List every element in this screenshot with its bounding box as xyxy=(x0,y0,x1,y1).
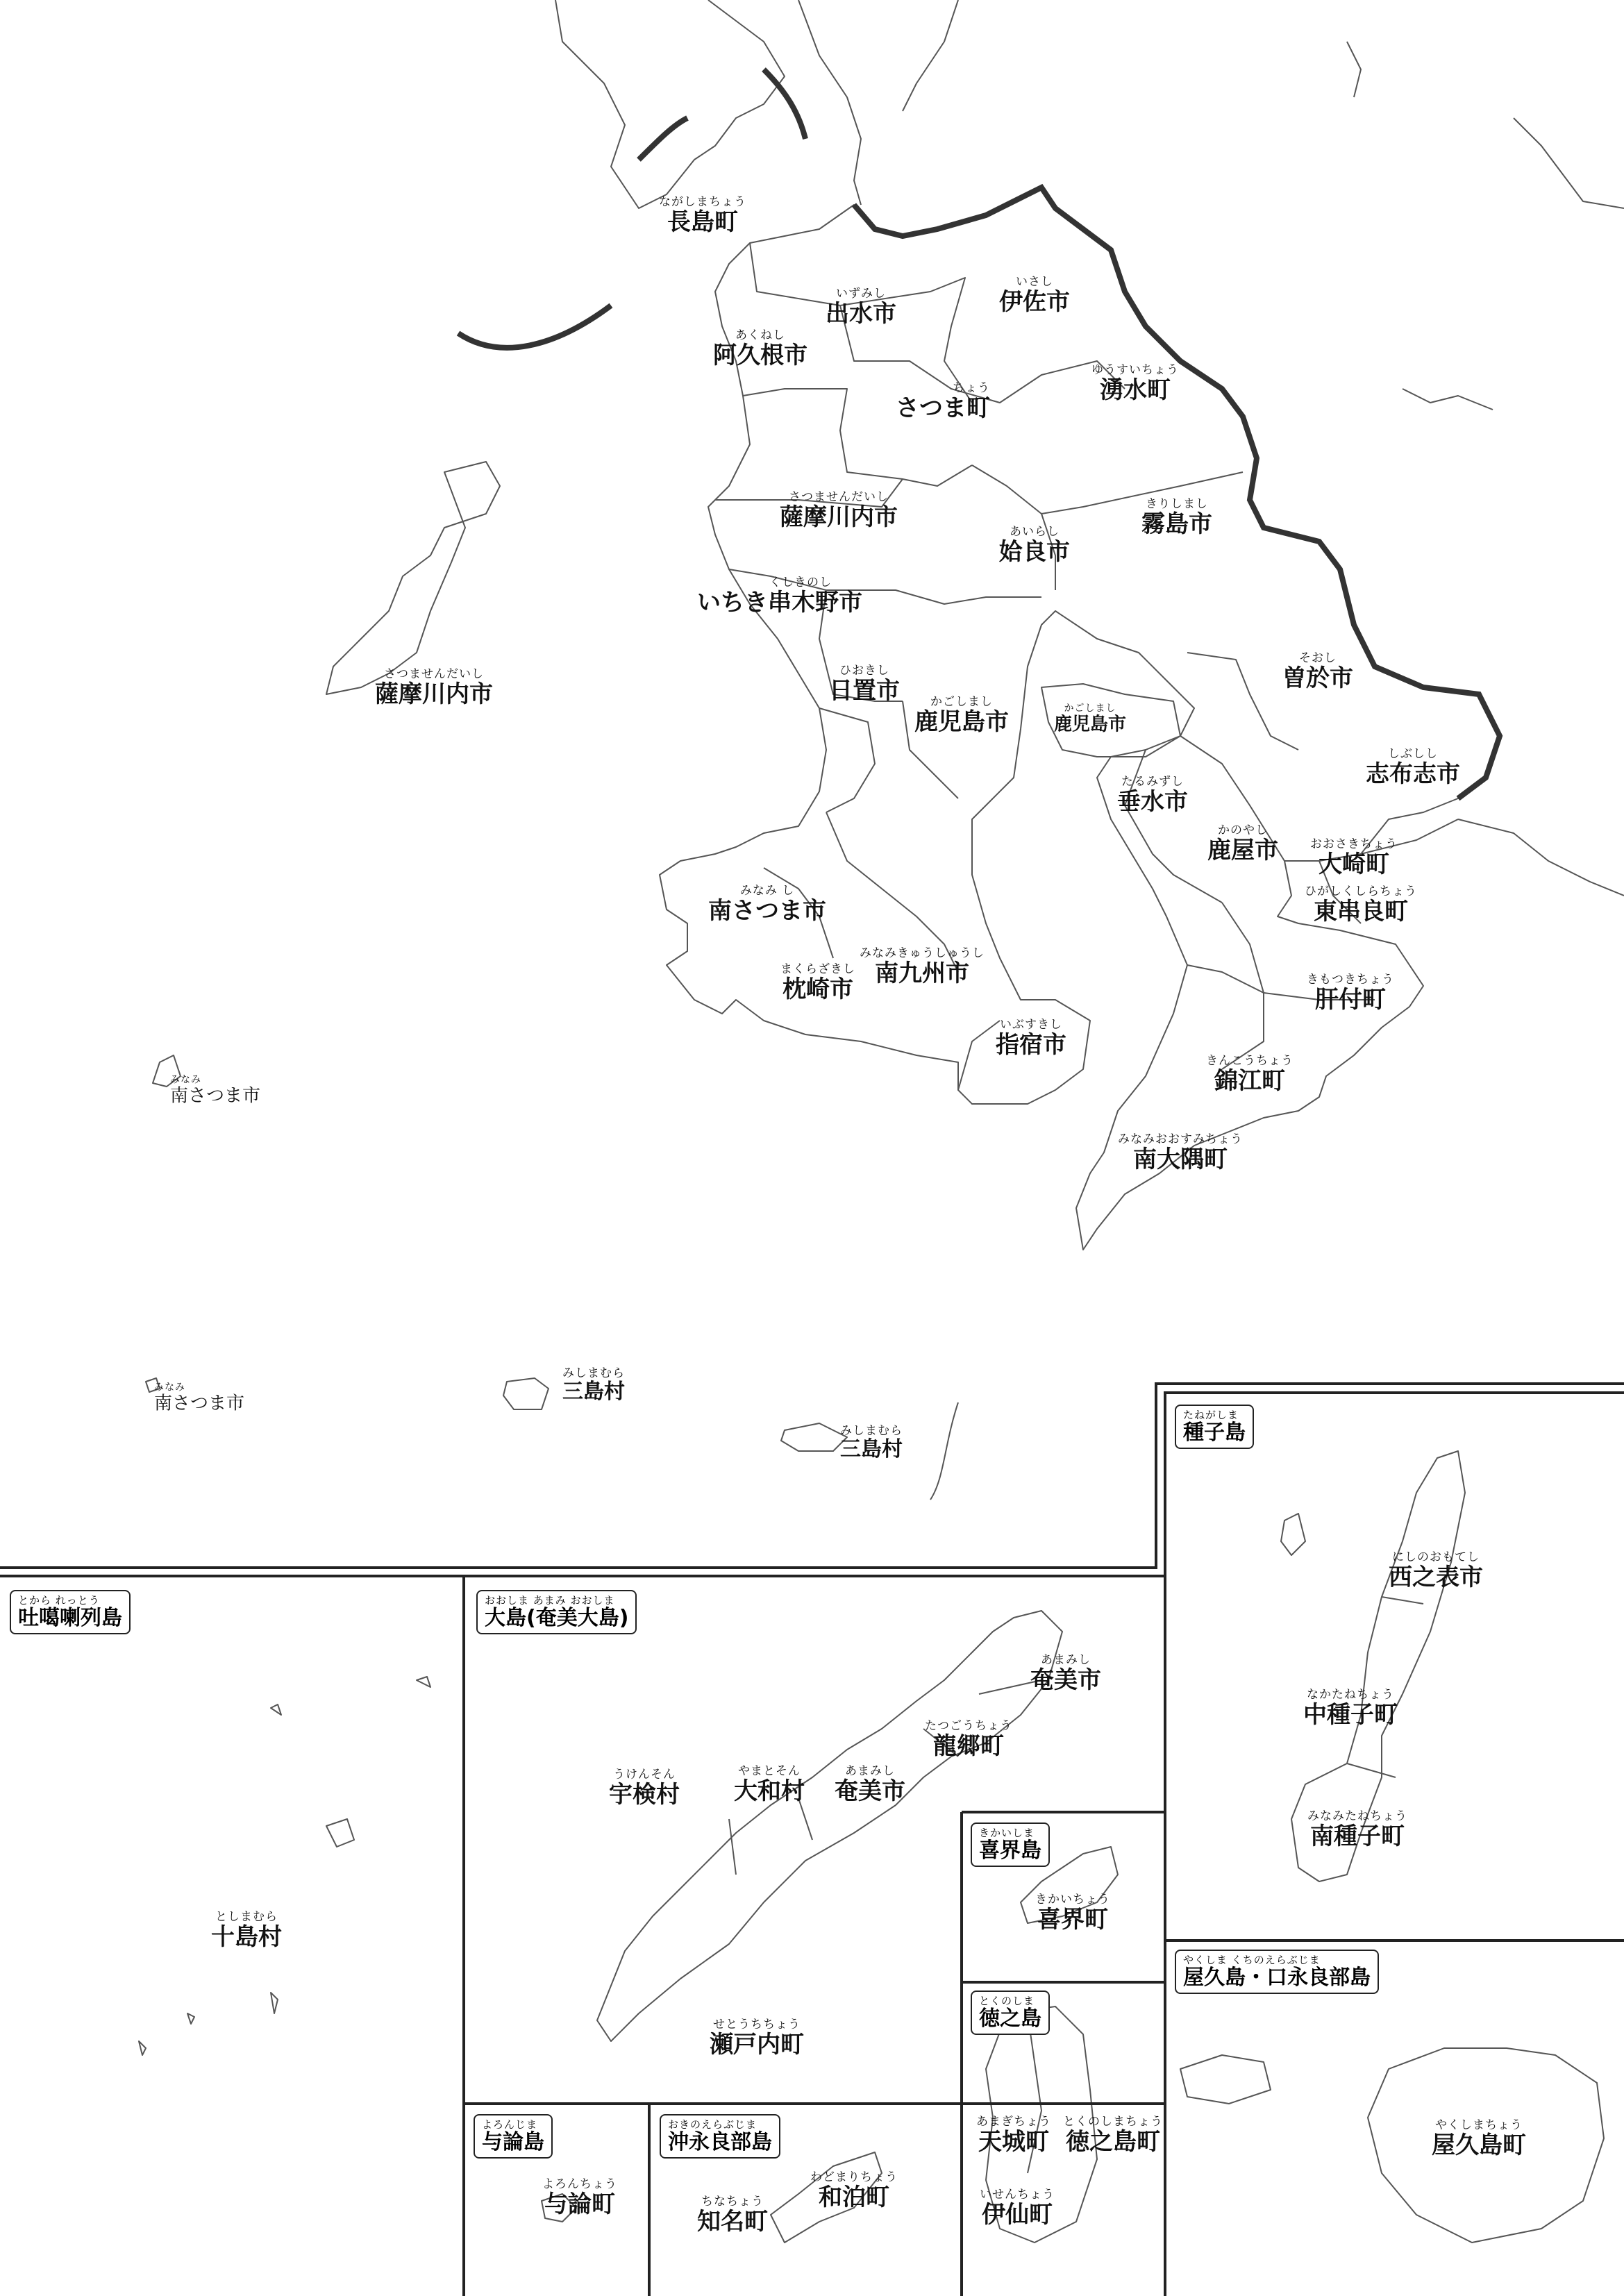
label-tokunoshimacho: とくのしまちょう 徳之島町 xyxy=(1063,2115,1163,2156)
label-shibushi: しぶしし 志布志市 xyxy=(1366,747,1460,788)
inset-title-okinoerabu: おきのえらぶじま 沖永良部島 xyxy=(660,2114,780,2159)
label-setouchi: せとうちちょう 瀬戸内町 xyxy=(710,2018,804,2059)
label-mishima-2: みしまむら 三島村 xyxy=(840,1424,903,1461)
label-izumi: いずみし 出水市 xyxy=(826,287,896,328)
inset-title-yakushima: やくしま くちのえらぶじま 屋久島・口永良部島 xyxy=(1175,1950,1379,1994)
label-yoroncho: よろんちょう 与論町 xyxy=(542,2177,617,2218)
label-amamishi-2: あまみし 奄美市 xyxy=(835,1764,905,1805)
koshikijima-coast xyxy=(326,462,500,694)
inset-title-yoron: よろんじま 与論島 xyxy=(474,2114,553,2159)
inset-title-tokara: とから れっとう 吐噶喇列島 xyxy=(10,1590,131,1634)
label-kinko: きんこうちょう 錦江町 xyxy=(1206,1054,1294,1095)
label-minamisatsuma-island-2: みなみ 南さつま市 xyxy=(153,1382,245,1414)
label-osaki: おおさきちょう 大崎町 xyxy=(1310,837,1398,878)
inset-title-kikai: きかいしま 喜界島 xyxy=(971,1822,1050,1867)
label-amagi: あまぎちょう 天城町 xyxy=(976,2115,1051,2156)
label-aira: あいらし 姶良市 xyxy=(999,525,1070,566)
label-koshikijima: さつませんだいし 薩摩川内市 xyxy=(375,667,493,708)
label-wadomari: わどまりちょう 和泊町 xyxy=(810,2170,898,2211)
label-makurazaki: まくらざきし 枕崎市 xyxy=(780,962,855,1003)
label-soo: そおし 曽於市 xyxy=(1282,651,1353,692)
label-ichikikushikino: くしきのし いちき串木野市 xyxy=(697,576,862,617)
label-nagashima: ながしまちょう 長島町 xyxy=(659,195,746,236)
label-minamikyushu: みなみきゅうしゅうし 南九州市 xyxy=(860,946,985,987)
label-china: ちなちょう 知名町 xyxy=(697,2195,768,2236)
label-minamitane: みなみたねちょう 南種子町 xyxy=(1307,1809,1407,1850)
label-kanoya: かのやし 鹿屋市 xyxy=(1207,823,1278,864)
label-toshima: としまむら 十島村 xyxy=(211,1910,282,1951)
label-higashikushira: ひがしくしらちょう 東串良町 xyxy=(1305,885,1417,925)
label-hioki: ひおきし 日置市 xyxy=(829,664,900,705)
label-tarumizu: たるみずし 垂水市 xyxy=(1117,775,1188,816)
label-akune: あくねし 阿久根市 xyxy=(713,328,807,369)
label-isa: いさし 伊佐市 xyxy=(999,275,1070,316)
label-uken: うけんそん 宇検村 xyxy=(609,1768,680,1809)
label-minamisatsuma: みなみ し 南さつま市 xyxy=(708,884,826,925)
inset-title-amami: おおしま あまみ おおしま 大島(奄美大島) xyxy=(476,1590,637,1634)
label-kimotsuki: きもつきちょう 肝付町 xyxy=(1307,973,1394,1014)
label-ibusuki: いぶすきし 指宿市 xyxy=(996,1018,1066,1059)
label-nishinoomote: にしのおもてし 西之表市 xyxy=(1389,1550,1483,1591)
label-sakurajima: かごしまし 鹿児島市 xyxy=(1053,703,1127,735)
label-minamisatsuma-island-1: みなみ 南さつま市 xyxy=(169,1074,261,1107)
label-minamiosumi: みなみおおすみちょう 南大隅町 xyxy=(1118,1132,1243,1173)
label-isen: いせんちょう 伊仙町 xyxy=(980,2188,1055,2229)
label-amamishi-1: あまみし 奄美市 xyxy=(1030,1653,1101,1694)
label-mishima-1: みしまむら 三島村 xyxy=(562,1366,625,1404)
label-yusui: ゆうすいちょう 湧水町 xyxy=(1091,363,1179,404)
label-kagoshima: かごしまし 鹿児島市 xyxy=(914,695,1009,736)
label-nakatane: なかたねちょう 中種子町 xyxy=(1303,1688,1398,1729)
label-tatsugo: たつごうちょう 龍郷町 xyxy=(925,1719,1012,1760)
inset-title-tanegashima: たねがしま 種子島 xyxy=(1175,1405,1254,1449)
label-yamato: やまとそん 大和村 xyxy=(734,1764,805,1805)
label-satsuma: ちょう さつま町 xyxy=(896,381,990,422)
label-satsumasendai: さつませんだいし 薩摩川内市 xyxy=(780,490,898,531)
label-yakushimacho: やくしまちょう 屋久島町 xyxy=(1432,2118,1526,2159)
inset-title-tokunoshima: とくのしま 徳之島 xyxy=(971,1991,1050,2035)
label-kirishima: きりしまし 霧島市 xyxy=(1141,497,1212,538)
label-kikaicho: きかいちょう 喜界町 xyxy=(1035,1893,1110,1934)
